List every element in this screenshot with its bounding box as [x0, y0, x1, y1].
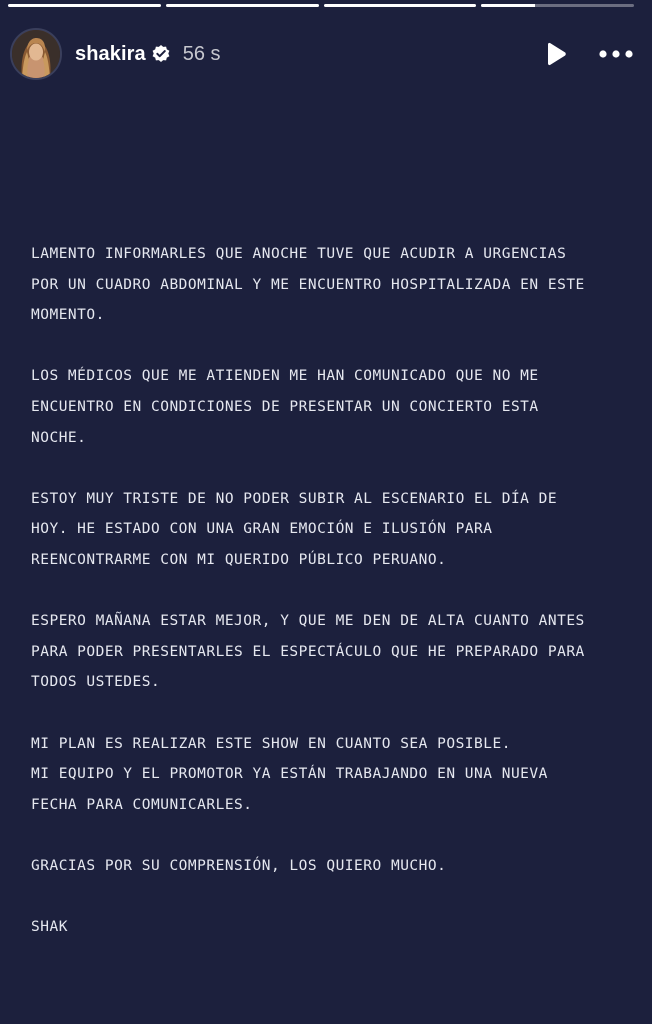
more-options-button[interactable] [598, 40, 634, 68]
username[interactable]: shakira [75, 42, 146, 65]
story-timestamp: 56 s [182, 42, 221, 65]
play-icon [545, 42, 567, 66]
verified-badge-icon [151, 44, 171, 64]
play-button[interactable] [542, 40, 570, 68]
avatar-photo-icon [12, 30, 60, 78]
progress-segment [8, 4, 161, 7]
progress-segment [166, 4, 319, 7]
message-signature: SHAK [31, 919, 68, 936]
message-paragraph: ESTOY MUY TRISTE DE NO PODER SUBIR AL ESCENARIO EL DÍA DE HOY. HE ESTADO CON UNA GRAN EMOCIÓN E ILUSIÓN PARA REENCONTRARME CON MI QUERIDO PÚBLICO PERUANO. [31, 490, 558, 568]
story-header [10, 27, 634, 81]
message-paragraph: ESPERO MAÑANA ESTAR MEJOR, Y QUE ME DEN DE ALTA CUANTO ANTES PARA PODER PRESENTARLES EL ESPECTÁCULO QUE HE PREPARADO PARA TODOS USTEDES. [31, 613, 585, 691]
progress-segment [481, 4, 634, 7]
story-progress-bar [8, 4, 634, 7]
progress-segment [324, 4, 477, 7]
message-paragraph: LAMENTO INFORMARLES QUE ANOCHE TUVE QUE ACUDIR A URGENCIAS POR UN CUADRO ABDOMINAL Y ME ENCUENTRO HOSPITALIZADA EN ESTE MOMENTO. [31, 246, 585, 324]
avatar[interactable] [10, 28, 62, 80]
message-paragraph: MI PLAN ES REALIZAR ESTE SHOW EN CUANTO SEA POSIBLE. MI EQUIPO Y EL PROMOTOR YA ESTÁN TRABAJANDO EN UNA NUEVA FECHA PARA COMUNICARLES. [31, 735, 548, 813]
message-paragraph: LOS MÉDICOS QUE ME ATIENDEN ME HAN COMUNICADO QUE NO ME ENCUENTRO EN CONDICIONES DE PRESENTAR UN CONCIERTO ESTA NOCHE. [31, 368, 539, 446]
more-options-icon [599, 50, 633, 58]
message-paragraph: GRACIAS POR SU COMPRENSIÓN, LOS QUIERO MUCHO. [31, 857, 447, 874]
story-message [31, 239, 637, 943]
